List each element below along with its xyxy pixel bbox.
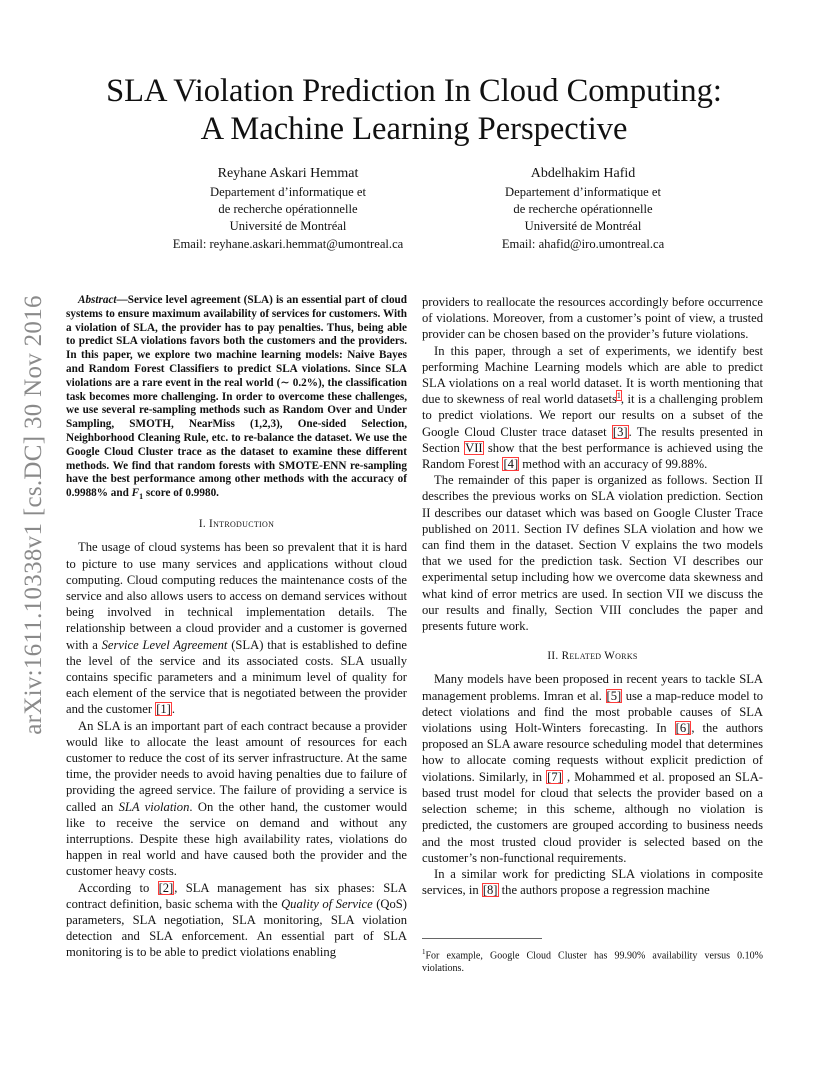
f1-symbol: F — [131, 487, 140, 500]
citation-link[interactable]: [1] — [156, 702, 171, 717]
paragraph: An SLA is an important part of each contract because a provider would like to allocate the least amount of resources for each customer to reduce the cost of its server infrastructure. At the same time, the provider needs to avoid having penalties due to failure of providing the agreed service. The failure of providing a service is called an SLA violation. On the other hand, the customer would like to receive the service on demand and without any interruptions. Despite these high availability rates, violations do happen in real world and have caused both the provider and the customer heavy costs. — [66, 718, 407, 879]
author-block-2 — [438, 164, 728, 253]
footnote-text: For example, Google Cloud Cluster has 99.90% availability versus 0.10% violations. — [422, 950, 763, 974]
paragraph: The usage of cloud systems has been so prevalent that it is hard to picture to use many services and applications without cloud computing. Cloud computing reduces the maintenance costs of the service and also allows users to access on demand services without being involved in technical implementation details. The relationship between a cloud provider and a customer is governed with a Service Level Agreement (SLA) that is established to define the level of the service and its associated costs. SLA usually contains specific parameters and a minimum level of quality for each element of the service that is negotiated between the provider and the customer [1]. — [66, 540, 407, 717]
arxiv-sidebar — [20, 275, 48, 755]
section-heading-related-works: II. Related Works — [547, 650, 638, 663]
paragraph: According to [2], SLA management has six phases: SLA contract definition, basic schema with the Quality of Service (QoS) parameters, SLA negotiation, SLA monitoring, SLA violation detection and SLA enforcement. An essential part of SLA monitoring is to be able to predict violations enabling — [66, 880, 408, 960]
footnote-rule — [422, 938, 542, 939]
title-line-1: SLA Violation Prediction In Cloud Computing: — [106, 73, 722, 109]
author-university: Université de Montréal — [524, 219, 642, 234]
citation-link[interactable]: [7] — [547, 769, 562, 784]
paper-title — [40, 72, 788, 148]
footnote-number: 1 — [422, 948, 426, 956]
paragraph: Many models have been proposed in recent years to tackle SLA management problems. Imran et al. [5] use a map-reduce model to detect violations and find the most probable causes of SLA violations using Holt-Winters forecasting. In [6], the authors proposed an SLA aware resource scheduling model that determines how to allocate coming requests without explicit prediction of violations. Similarly, in [7] , Mohammed et al. proposed an SLA-based trust model for cloud that selects the provider based on a selection scheme; in this scheme, although no violation is predicted, the customers are grouped according to business needs and the most trusted cloud provider is selected based on the customer’s non-functional requirements. — [422, 672, 764, 865]
citation-link[interactable]: [2] — [158, 880, 174, 895]
paragraph: The remainder of this paper is organized as follows. Section II describes the previous works on SLA violation prediction. Section II describes our dataset which was based on Google Cluster Trace published on 2011. Section IV defines SLA violation and how we can find them in the dataset. Section V explains the two models that we used for the prediction task. Section VI describes our experimental setup including how we overcome data skewness and what kind of error metrics are used. In section VII we discuss the our results and finally, Section VIII concludes the paper and presents future work. — [422, 473, 763, 634]
paragraph: In a similar work for predicting SLA violations in composite services, in [8] the authors propose a regression machine — [422, 866, 763, 898]
citation-link[interactable]: [6] — [675, 721, 691, 736]
author-email: Email: reyhane.askari.hemmat@umontreal.ca — [172, 236, 404, 251]
author-name: Reyhane Askari Hemmat — [217, 166, 359, 181]
abstract-label: Abstract — [78, 294, 117, 306]
title-line-2: A Machine Learning Perspective — [200, 111, 628, 147]
author-dept: Departement d’informatique et — [505, 185, 661, 199]
section-link[interactable]: VII — [465, 440, 483, 455]
author-university: Université de Montréal — [229, 219, 347, 234]
paragraph: providers to reallocate the resources accordingly before occurrence of violations. Moreover, from a customer’s point of view, a trusted provider can be chosen based on the provider’s future violations. — [422, 295, 763, 342]
arxiv-identifier: arXiv:1611.10338v1 [cs.DC] 30 Nov 2016 — [20, 295, 47, 735]
author-dept: de recherche opérationnelle — [218, 202, 358, 217]
citation-link[interactable]: [3] — [612, 424, 628, 439]
left-column — [66, 294, 407, 961]
author-dept: de recherche opérationnelle — [513, 202, 653, 217]
footnote-marker[interactable]: 1 — [616, 391, 621, 401]
citation-link[interactable]: [4] — [503, 457, 519, 472]
abstract: Abstract—Service level agreement (SLA) is an essential part of cloud systems to ensure maximum availability of services for customers. With a violation of SLA, the provider has to pay penalties. Thus, being able to predict SLA violations favors both the customers and the providers. In this paper, we explore two machine learning models: Naive Bayes and Random Forest Classifiers to predict SLA violations. Since SLA violations are a rare event in the real world (∼ 0.2%), the classification task becomes more challenging. In order to overcome these challenges, we use several re-sampling methods such as Random Over and Under Sampling, SMOTH, NearMiss (1,2,3), One-sided Selection, Neighborhood Cleaning Rule, etc. to re-balance the dataset. We use the Google Cloud Cluster trace as the dataset to examine these different methods. We find that random forests with SMOTE-ENN re-sampling have the best performance among other methods with the accuracy of 0.9988% and $F_1$ score of 0.9980. — [66, 294, 407, 502]
citation-link[interactable]: [8] — [482, 883, 498, 898]
footnote — [422, 946, 763, 976]
citation-link[interactable]: [5] — [606, 688, 622, 703]
paragraph: In this paper, through a set of experiments, we identify best performing Machine Learning models which are able to predict SLA violations on a real world dataset. It is worth mentioning that due to skewness of real world datasets$^1$, it is a challenging problem to predict violations. We report our results on a subset of the Google Cloud Cluster trace dataset [3]. The results presented in Section VII show that the best performance is achieved using the Random Forest [4] method with an accuracy of 99.88%. — [422, 343, 763, 472]
author-dept: Departement d’informatique et — [210, 185, 366, 199]
author-email: Email: ahafid@iro.umontreal.ca — [501, 236, 665, 251]
author-block-1 — [118, 164, 458, 253]
right-column — [422, 294, 763, 898]
author-name: Abdelhakim Hafid — [530, 166, 636, 181]
section-heading-introduction: I. Introduction — [198, 518, 275, 531]
